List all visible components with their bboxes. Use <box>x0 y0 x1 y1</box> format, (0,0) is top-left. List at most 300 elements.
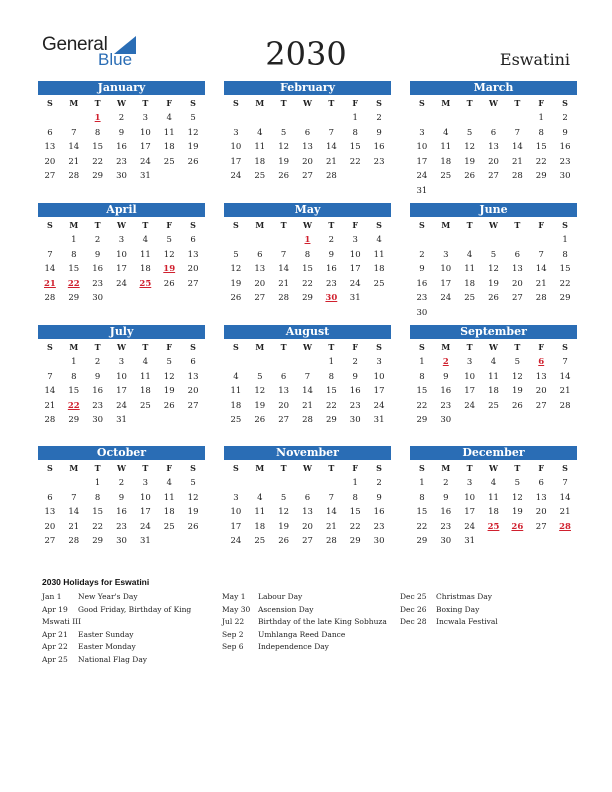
day-cell: 25 <box>464 293 476 304</box>
day-cell: 29 <box>325 415 337 426</box>
holiday-name: Independence Day <box>258 642 329 652</box>
day-cell: 9 <box>118 492 125 503</box>
weekday-label: S <box>190 220 196 230</box>
day-cell: 17 <box>139 507 151 518</box>
weekday-label: T <box>142 342 149 352</box>
day-cell: 27 <box>187 400 199 411</box>
holiday-item <box>42 654 202 667</box>
holiday-day-number: 30 <box>325 293 338 304</box>
holiday-day-number: 1 <box>94 113 101 123</box>
day-cell: 2 <box>419 249 425 260</box>
holiday-item <box>400 604 570 617</box>
day-cell: 3 <box>233 127 239 138</box>
day-cell: 18 <box>254 521 266 532</box>
day-cell: 1 <box>352 478 358 488</box>
day-cell: 7 <box>562 478 568 488</box>
day-cell: 10 <box>139 492 151 503</box>
day-cell: 24 <box>139 156 151 167</box>
day-cell: 7 <box>538 249 544 260</box>
holiday-day-cell <box>319 291 343 306</box>
day-cell: 3 <box>376 357 382 367</box>
day-cell: 22 <box>325 400 337 411</box>
weekday-label: W <box>117 220 126 230</box>
day-cell: 15 <box>325 386 337 397</box>
day-cell: 19 <box>511 507 523 518</box>
empty-day-cell <box>410 111 434 126</box>
day-cell: 19 <box>488 278 499 289</box>
weekday-label: T <box>142 463 149 473</box>
day-cell: 8 <box>352 127 358 138</box>
holiday-name: Birthday of the late King Sobhuza <box>258 617 387 627</box>
weekday-label: T <box>142 98 149 108</box>
day-cell: 24 <box>464 400 476 411</box>
day-cell: 2 <box>443 478 449 488</box>
day-cell: 17 <box>416 156 428 167</box>
month-title: July <box>38 325 205 339</box>
day-cell: 1 <box>419 478 425 488</box>
day-cell: 25 <box>163 521 175 532</box>
day-cell: 4 <box>166 478 172 488</box>
day-cell: 12 <box>187 492 199 503</box>
day-cell: 20 <box>254 278 266 289</box>
holiday-name: Christmas Day <box>436 592 492 601</box>
day-cell: 16 <box>440 386 452 397</box>
day-cell: 26 <box>278 536 290 547</box>
day-cell: 12 <box>511 371 523 382</box>
month-november <box>224 446 391 549</box>
day-cell: 14 <box>325 142 337 153</box>
month-may <box>224 203 391 306</box>
day-cell: 12 <box>254 386 266 397</box>
day-cell: 6 <box>538 478 544 488</box>
day-cell: 15 <box>92 507 104 518</box>
weekday-label: W <box>117 463 126 473</box>
day-cell: 12 <box>278 142 290 153</box>
empty-day-cell <box>38 111 62 126</box>
day-cell: 30 <box>349 415 361 426</box>
day-cell: 8 <box>71 249 77 260</box>
month-march <box>410 81 577 199</box>
day-cell: 16 <box>92 386 104 397</box>
holiday-day-number: 21 <box>44 278 56 289</box>
day-cell: 31 <box>116 415 127 426</box>
day-cell: 10 <box>230 507 242 518</box>
day-cell: 23 <box>559 156 571 167</box>
day-cell: 24 <box>464 521 476 532</box>
day-cell: 3 <box>142 478 149 488</box>
day-cell: 9 <box>94 249 101 260</box>
day-cell: 17 <box>116 264 127 275</box>
empty-day-cell <box>248 111 272 126</box>
month-title: June <box>410 203 577 217</box>
day-cell: 22 <box>92 521 104 532</box>
weekday-label: M <box>441 463 451 473</box>
holiday-name: Easter Monday <box>78 642 136 652</box>
day-cell: 24 <box>373 400 385 411</box>
holiday-item <box>222 641 397 654</box>
day-cell: 5 <box>490 249 497 260</box>
day-cell: 17 <box>464 386 476 397</box>
day-cell: 26 <box>511 400 523 411</box>
month-september <box>410 325 577 428</box>
empty-day-cell <box>272 355 296 370</box>
month-title: August <box>224 325 391 339</box>
holiday-name: Easter Sunday <box>78 629 134 639</box>
day-cell: 29 <box>535 171 547 182</box>
day-cell: 29 <box>92 171 104 182</box>
month-october <box>38 446 205 549</box>
day-cell: 11 <box>464 264 476 275</box>
day-cell: 18 <box>230 400 242 411</box>
empty-day-cell <box>62 476 86 491</box>
weekday-label: S <box>47 342 53 352</box>
day-cell: 7 <box>71 492 77 503</box>
holiday-day-cell <box>62 399 86 414</box>
day-cell: 17 <box>230 156 242 167</box>
holiday-item <box>222 604 397 617</box>
weekday-label: T <box>328 98 335 108</box>
day-cell: 15 <box>92 142 104 153</box>
day-cell: 11 <box>254 142 266 153</box>
day-cell: 27 <box>535 521 547 532</box>
day-cell: 28 <box>559 400 571 411</box>
day-cell: 30 <box>559 171 571 182</box>
weekday-label: S <box>419 463 425 473</box>
day-cell: 1 <box>419 357 425 367</box>
day-cell: 28 <box>511 171 523 182</box>
day-cell: 23 <box>116 156 127 167</box>
day-cell: 19 <box>230 278 242 289</box>
day-cell: 27 <box>44 171 56 182</box>
day-cell: 24 <box>230 536 242 547</box>
day-cell: 8 <box>328 371 335 382</box>
weekday-label: S <box>233 342 239 352</box>
day-cell: 16 <box>116 507 127 518</box>
day-cell: 23 <box>416 293 428 304</box>
holiday-date: Apr 22 <box>42 642 68 652</box>
day-cell: 11 <box>488 371 499 382</box>
day-cell: 13 <box>488 142 499 153</box>
day-cell: 17 <box>116 386 127 397</box>
holiday-day-number: 28 <box>559 521 571 532</box>
weekday-label: M <box>69 463 79 473</box>
day-cell: 16 <box>373 142 385 153</box>
weekday-label: T <box>328 342 335 352</box>
day-cell: 9 <box>443 371 449 382</box>
day-cell: 17 <box>373 386 385 397</box>
day-cell: 2 <box>94 235 101 245</box>
day-cell: 22 <box>302 278 313 289</box>
day-cell: 21 <box>325 521 337 532</box>
weekday-label: T <box>466 98 473 108</box>
day-cell: 19 <box>464 156 476 167</box>
holiday-name: Good Friday, Birthday of King Mswati III <box>42 604 192 627</box>
day-cell: 18 <box>163 142 175 153</box>
holiday-name: Ascension Day <box>258 604 314 614</box>
empty-day-cell <box>38 355 62 370</box>
day-cell: 12 <box>511 492 523 503</box>
day-cell: 30 <box>92 415 104 426</box>
day-cell: 13 <box>511 264 523 275</box>
day-cell: 10 <box>116 371 127 382</box>
weekday-label: F <box>352 463 359 473</box>
holiday-day-number: 22 <box>67 400 80 411</box>
holiday-day-number: 22 <box>67 278 80 289</box>
empty-day-cell <box>272 476 296 491</box>
day-cell: 5 <box>166 235 172 245</box>
weekday-label: W <box>117 342 126 352</box>
day-cell: 20 <box>278 400 290 411</box>
day-cell: 1 <box>352 113 358 123</box>
day-cell: 4 <box>490 357 497 367</box>
day-cell: 21 <box>302 400 313 411</box>
day-cell: 10 <box>349 249 361 260</box>
logo-blue-text: Blue <box>98 50 133 69</box>
day-cell: 11 <box>440 142 452 153</box>
day-cell: 31 <box>464 536 476 547</box>
day-cell: 12 <box>464 142 476 153</box>
holiday-day-number: 1 <box>304 235 311 245</box>
empty-day-cell <box>458 233 482 248</box>
day-cell: 23 <box>92 278 104 289</box>
holiday-item <box>42 641 202 654</box>
weekday-label: M <box>255 463 265 473</box>
day-cell: 16 <box>92 264 104 275</box>
holiday-name: New Year's Day <box>78 592 138 601</box>
holiday-column-3 <box>400 591 570 629</box>
day-cell: 29 <box>416 415 428 426</box>
day-cell: 15 <box>349 142 361 153</box>
day-cell: 25 <box>373 278 385 289</box>
day-cell: 4 <box>443 127 449 138</box>
holiday-date: Apr 19 <box>42 604 68 614</box>
day-cell: 24 <box>116 278 127 289</box>
day-cell: 19 <box>278 156 290 167</box>
day-cell: 19 <box>511 386 523 397</box>
day-cell: 9 <box>562 127 568 138</box>
day-cell: 3 <box>352 235 358 245</box>
day-cell: 3 <box>233 492 239 503</box>
holiday-day-cell <box>62 277 86 292</box>
day-cell: 11 <box>139 371 151 382</box>
weekday-label: F <box>538 463 545 473</box>
holiday-name: National Flag Day <box>78 654 148 664</box>
empty-day-cell <box>224 233 248 248</box>
weekday-label: T <box>514 98 521 108</box>
day-cell: 6 <box>304 492 311 503</box>
holiday-day-number: 2 <box>442 357 449 367</box>
day-cell: 3 <box>443 249 449 260</box>
holiday-item <box>42 629 202 642</box>
weekday-label: S <box>190 342 196 352</box>
day-cell: 18 <box>488 386 499 397</box>
day-cell: 23 <box>92 400 104 411</box>
day-cell: 18 <box>163 507 175 518</box>
weekday-label: W <box>303 98 312 108</box>
day-cell: 29 <box>559 293 571 304</box>
day-cell: 9 <box>419 264 425 275</box>
day-cell: 19 <box>163 386 175 397</box>
day-cell: 5 <box>514 478 521 488</box>
day-cell: 11 <box>373 249 385 260</box>
day-cell: 15 <box>535 142 547 153</box>
weekday-label: S <box>419 220 425 230</box>
holiday-date: Sep 2 <box>222 629 244 639</box>
day-cell: 29 <box>68 415 80 426</box>
day-cell: 29 <box>68 293 80 304</box>
day-cell: 28 <box>325 171 337 182</box>
weekday-label: M <box>441 342 451 352</box>
day-cell: 20 <box>302 521 313 532</box>
day-cell: 30 <box>440 536 452 547</box>
holiday-day-number: 25 <box>487 521 500 532</box>
day-cell: 24 <box>230 171 242 182</box>
country-name: Eswatini <box>499 50 570 69</box>
day-cell: 23 <box>116 521 127 532</box>
weekday-label: M <box>255 98 265 108</box>
day-cell: 2 <box>328 235 335 245</box>
empty-day-cell <box>296 111 320 126</box>
day-cell: 21 <box>68 521 80 532</box>
day-cell: 18 <box>139 264 151 275</box>
empty-day-cell <box>38 233 62 248</box>
day-cell: 11 <box>139 249 151 260</box>
day-cell: 14 <box>535 264 547 275</box>
day-cell: 29 <box>302 293 313 304</box>
day-cell: 8 <box>94 492 101 503</box>
month-august <box>224 325 391 428</box>
weekday-label: T <box>94 220 101 230</box>
day-cell: 29 <box>92 536 104 547</box>
holiday-date: Dec 26 <box>400 604 427 614</box>
day-cell: 14 <box>325 507 337 518</box>
weekday-label: W <box>117 98 126 108</box>
month-december <box>410 446 577 549</box>
day-cell: 20 <box>535 386 547 397</box>
holiday-item <box>42 591 202 604</box>
day-cell: 25 <box>230 415 242 426</box>
day-cell: 13 <box>44 507 56 518</box>
holiday-day-cell <box>38 277 62 292</box>
day-cell: 27 <box>254 293 266 304</box>
day-cell: 2 <box>118 478 125 488</box>
day-cell: 4 <box>490 478 497 488</box>
day-cell: 10 <box>373 371 385 382</box>
day-cell: 16 <box>559 142 571 153</box>
day-cell: 17 <box>139 142 151 153</box>
weekday-label: S <box>47 463 53 473</box>
holiday-column-2 <box>222 591 397 654</box>
weekday-label: T <box>94 342 101 352</box>
day-cell: 20 <box>187 386 199 397</box>
day-cell: 2 <box>118 113 125 123</box>
day-cell: 6 <box>514 249 521 260</box>
weekday-label: F <box>352 342 359 352</box>
empty-day-cell <box>272 111 296 126</box>
day-cell: 28 <box>68 536 80 547</box>
day-cell: 12 <box>163 249 175 260</box>
weekday-label: S <box>562 98 568 108</box>
day-cell: 16 <box>440 507 452 518</box>
weekday-label: S <box>233 220 239 230</box>
day-cell: 31 <box>349 293 361 304</box>
day-cell: 2 <box>562 113 568 123</box>
day-cell: 11 <box>230 386 242 397</box>
day-cell: 17 <box>230 521 242 532</box>
day-cell: 8 <box>538 127 544 138</box>
day-cell: 15 <box>68 386 80 397</box>
holiday-day-number: 19 <box>163 264 176 275</box>
day-cell: 17 <box>464 507 476 518</box>
holiday-name: Umhlanga Reed Dance <box>258 629 346 639</box>
weekday-label: T <box>280 98 287 108</box>
day-cell: 8 <box>419 371 425 382</box>
holiday-item <box>222 629 397 642</box>
empty-day-cell <box>224 476 248 491</box>
weekday-label: T <box>328 463 335 473</box>
day-cell: 27 <box>278 415 290 426</box>
day-cell: 16 <box>349 386 361 397</box>
day-cell: 13 <box>187 371 199 382</box>
day-cell: 2 <box>376 478 382 488</box>
day-cell: 2 <box>94 357 101 367</box>
weekday-label: M <box>69 220 79 230</box>
page-header <box>0 0 612 78</box>
day-cell: 23 <box>440 400 452 411</box>
day-cell: 11 <box>163 127 175 138</box>
weekday-label: S <box>233 98 239 108</box>
day-cell: 18 <box>488 507 499 518</box>
day-cell: 18 <box>464 278 476 289</box>
day-cell: 7 <box>514 127 521 138</box>
holiday-date: Dec 25 <box>400 592 427 601</box>
day-cell: 17 <box>440 278 452 289</box>
weekday-label: W <box>303 342 312 352</box>
empty-day-cell <box>505 111 529 126</box>
day-cell: 20 <box>302 156 313 167</box>
weekday-label: S <box>47 98 53 108</box>
day-cell: 3 <box>419 127 425 138</box>
empty-day-cell <box>434 111 458 126</box>
day-cell: 21 <box>511 156 523 167</box>
month-february <box>224 81 391 184</box>
day-cell: 6 <box>47 492 53 503</box>
day-cell: 21 <box>559 507 571 518</box>
day-cell: 9 <box>94 371 101 382</box>
day-cell: 20 <box>187 264 199 275</box>
day-cell: 7 <box>47 371 53 382</box>
day-cell: 1 <box>538 113 544 123</box>
weekday-label: S <box>376 220 382 230</box>
holiday-date: Jul 22 <box>222 617 245 627</box>
day-cell: 26 <box>163 278 175 289</box>
holiday-date: Sep 6 <box>222 642 244 652</box>
day-cell: 27 <box>488 171 499 182</box>
empty-day-cell <box>248 233 272 248</box>
day-cell: 20 <box>44 156 56 167</box>
day-cell: 26 <box>163 400 175 411</box>
weekday-label: F <box>166 98 173 108</box>
day-cell: 30 <box>92 293 104 304</box>
day-cell: 17 <box>349 264 361 275</box>
holiday-name: Boxing Day <box>436 604 480 614</box>
day-cell: 19 <box>187 142 199 153</box>
holiday-item <box>222 591 397 604</box>
day-cell: 14 <box>511 142 523 153</box>
day-cell: 13 <box>535 371 547 382</box>
day-cell: 5 <box>190 113 196 123</box>
day-cell: 5 <box>257 371 263 382</box>
